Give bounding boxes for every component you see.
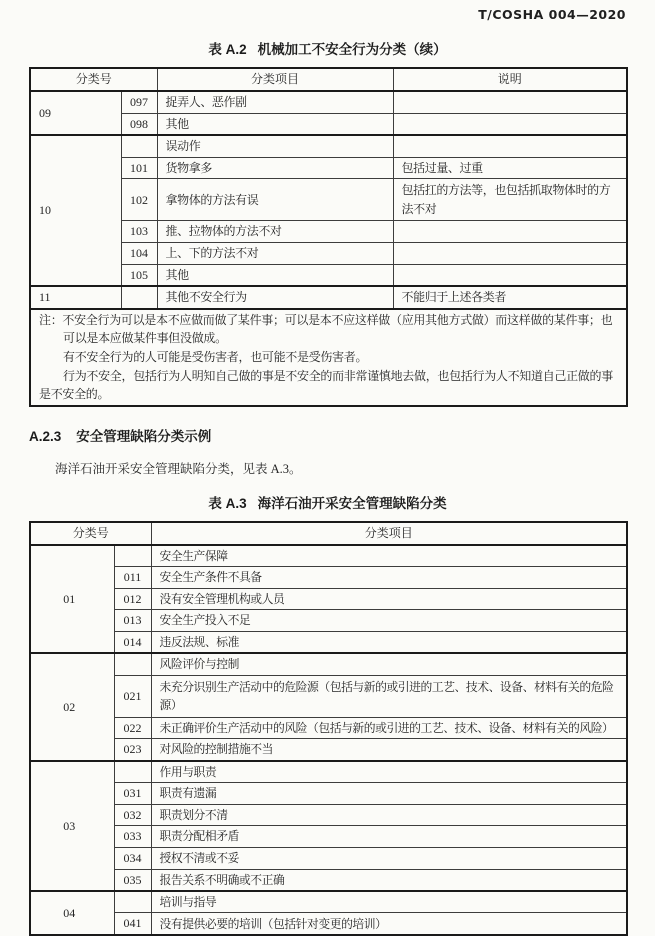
- desc-cell: 不能归于上述各类者: [393, 286, 627, 309]
- item-cell: 报告关系不明确或不正确: [151, 869, 627, 891]
- table-row: [30, 826, 627, 848]
- item-cell: 未充分识别生产活动中的危险源（包括与新的或引进的工艺、技术、设备、材料有关的危险源）: [151, 675, 627, 717]
- item-cell: 其他: [157, 264, 393, 286]
- item-cell: 未正确评价生产活动中的风险（包括与新的或引进的工艺、技术、设备、材料有关的风险）: [151, 717, 627, 739]
- table-a2-title: [29, 38, 626, 58]
- table-a2: [29, 67, 628, 407]
- table-note: [30, 309, 627, 406]
- sub-code-cell: 031: [114, 783, 151, 805]
- table-a3: [29, 521, 628, 936]
- sub-code-cell: [114, 761, 151, 783]
- item-cell: 培训与指导: [151, 891, 627, 913]
- section-number: A.2.3: [29, 428, 62, 444]
- item-cell: 没有提供必要的培训（包括针对变更的培训）: [151, 913, 627, 935]
- sub-code-cell: [114, 891, 151, 913]
- group-code-cell: 02: [30, 653, 114, 760]
- table-a2-title-text: 机械加工不安全行为分类（续）: [257, 42, 447, 57]
- sub-code-cell: 105: [121, 264, 157, 286]
- item-cell: 货物拿多: [157, 157, 393, 179]
- item-cell: 职责分配相矛盾: [151, 826, 627, 848]
- desc-cell: [393, 135, 627, 157]
- table-row: [30, 891, 627, 913]
- item-cell: 其他不安全行为: [157, 286, 393, 309]
- sub-code-cell: 022: [114, 717, 151, 739]
- desc-cell: 包括过量、过重: [393, 157, 627, 179]
- table-a3-header-row: [30, 522, 627, 545]
- group-code-cell: 03: [30, 761, 114, 891]
- table-a3-title-text: 海洋石油开采安全管理缺陷分类: [257, 495, 447, 511]
- table-a2-header-row: [30, 68, 627, 91]
- col-header-item: 分类项目: [157, 68, 393, 91]
- section-heading: [29, 425, 626, 445]
- sub-code-cell: 101: [121, 157, 157, 179]
- desc-cell: 包括扛的方法等，也包括抓取物体时的方法不对: [393, 179, 627, 221]
- item-cell: 职责有遗漏: [151, 783, 627, 805]
- table-row: [30, 545, 627, 567]
- sub-code-cell: 102: [121, 179, 157, 221]
- item-cell: 拿物体的方法有误: [157, 179, 393, 221]
- sub-code-cell: [121, 135, 157, 157]
- sub-code-cell: 011: [114, 567, 151, 589]
- item-cell: 授权不清或不妥: [151, 847, 627, 869]
- doc-number: T/COSHA 004—2020: [478, 7, 626, 22]
- item-cell: 安全生产保障: [151, 545, 627, 567]
- sub-code-cell: [121, 286, 157, 309]
- sub-code-cell: 013: [114, 610, 151, 632]
- table-row: [30, 286, 627, 309]
- desc-cell: [393, 91, 627, 113]
- table-row: [30, 913, 627, 935]
- group-code-cell: 11: [30, 286, 121, 309]
- table-a3-label: 表 A.3: [208, 495, 247, 511]
- desc-cell: [393, 113, 627, 135]
- sub-code-cell: 012: [114, 588, 151, 610]
- section-paragraph: 海洋石油开采安全管理缺陷分类，见表 A.3。: [55, 461, 302, 476]
- item-cell: 安全生产条件不具备: [151, 567, 627, 589]
- table-note-row: [30, 309, 627, 406]
- item-cell: 对风险的控制措施不当: [151, 739, 627, 761]
- sub-code-cell: 041: [114, 913, 151, 935]
- table-row: [30, 717, 627, 739]
- item-cell: 安全生产投入不足: [151, 610, 627, 632]
- sub-code-cell: 033: [114, 826, 151, 848]
- sub-code-cell: 014: [114, 631, 151, 653]
- sub-code-cell: 097: [121, 91, 157, 113]
- sub-code-cell: 103: [121, 221, 157, 243]
- table-row: [30, 739, 627, 761]
- item-cell: 误动作: [157, 135, 393, 157]
- group-code-cell: 01: [30, 545, 114, 654]
- item-cell: 上、下的方法不对: [157, 242, 393, 264]
- table-row: [30, 610, 627, 632]
- group-code-cell: 09: [30, 91, 121, 135]
- table-row: [30, 675, 627, 717]
- group-code-cell: 10: [30, 135, 121, 286]
- desc-cell: [393, 221, 627, 243]
- group-code-cell: 04: [30, 891, 114, 935]
- col-header-code: 分类号: [30, 522, 151, 545]
- table-a3-title: [29, 492, 626, 512]
- item-cell: 风险评价与控制: [151, 653, 627, 675]
- desc-cell: [393, 242, 627, 264]
- item-cell: 推、拉物体的方法不对: [157, 221, 393, 243]
- table-row: [30, 783, 627, 805]
- sub-code-cell: [114, 653, 151, 675]
- sub-code-cell: 104: [121, 242, 157, 264]
- table-row: [30, 847, 627, 869]
- sub-code-cell: 032: [114, 804, 151, 826]
- table-row: [30, 567, 627, 589]
- item-cell: 作用与职责: [151, 761, 627, 783]
- table-row: [30, 135, 627, 157]
- col-header-desc: 说明: [393, 68, 627, 91]
- col-header-item: 分类项目: [151, 522, 627, 545]
- item-cell: 职责划分不清: [151, 804, 627, 826]
- note-paragraph: 注：不安全行为可以是本不应做而做了某件事；可以是本不应这样做（应用其他方式做）而这样做的某件事；也可以是本应做某件事但没做成。: [39, 312, 613, 346]
- table-row: [30, 761, 627, 783]
- col-header-code: 分类号: [30, 68, 157, 91]
- sub-code-cell: 023: [114, 739, 151, 761]
- table-row: [30, 588, 627, 610]
- sub-code-cell: [114, 545, 151, 567]
- note-paragraph: 有不安全行为的人可能是受伤害者，也可能不是受伤害者。: [63, 349, 368, 364]
- table-row: [30, 653, 627, 675]
- item-cell: 违反法规、标准: [151, 631, 627, 653]
- document-page: [0, 7, 655, 936]
- table-row: [30, 869, 627, 891]
- table-a2-label: 表 A.2: [208, 42, 247, 57]
- table-row: [30, 631, 627, 653]
- sub-code-cell: 098: [121, 113, 157, 135]
- desc-cell: [393, 264, 627, 286]
- section-title: 安全管理缺陷分类示例: [76, 428, 212, 444]
- item-cell: 捉弄人、恶作剧: [157, 91, 393, 113]
- sub-code-cell: 021: [114, 675, 151, 717]
- note-paragraph: 行为不安全，包括行为人明知自己做的事是不安全的而非常谨慎地去做，也包括行为人不知道自己正做的事是不安全的。: [39, 368, 613, 402]
- sub-code-cell: 035: [114, 869, 151, 891]
- sub-code-cell: 034: [114, 847, 151, 869]
- table-row: [30, 91, 627, 113]
- item-cell: 没有安全管理机构或人员: [151, 588, 627, 610]
- table-row: [30, 804, 627, 826]
- item-cell: 其他: [157, 113, 393, 135]
